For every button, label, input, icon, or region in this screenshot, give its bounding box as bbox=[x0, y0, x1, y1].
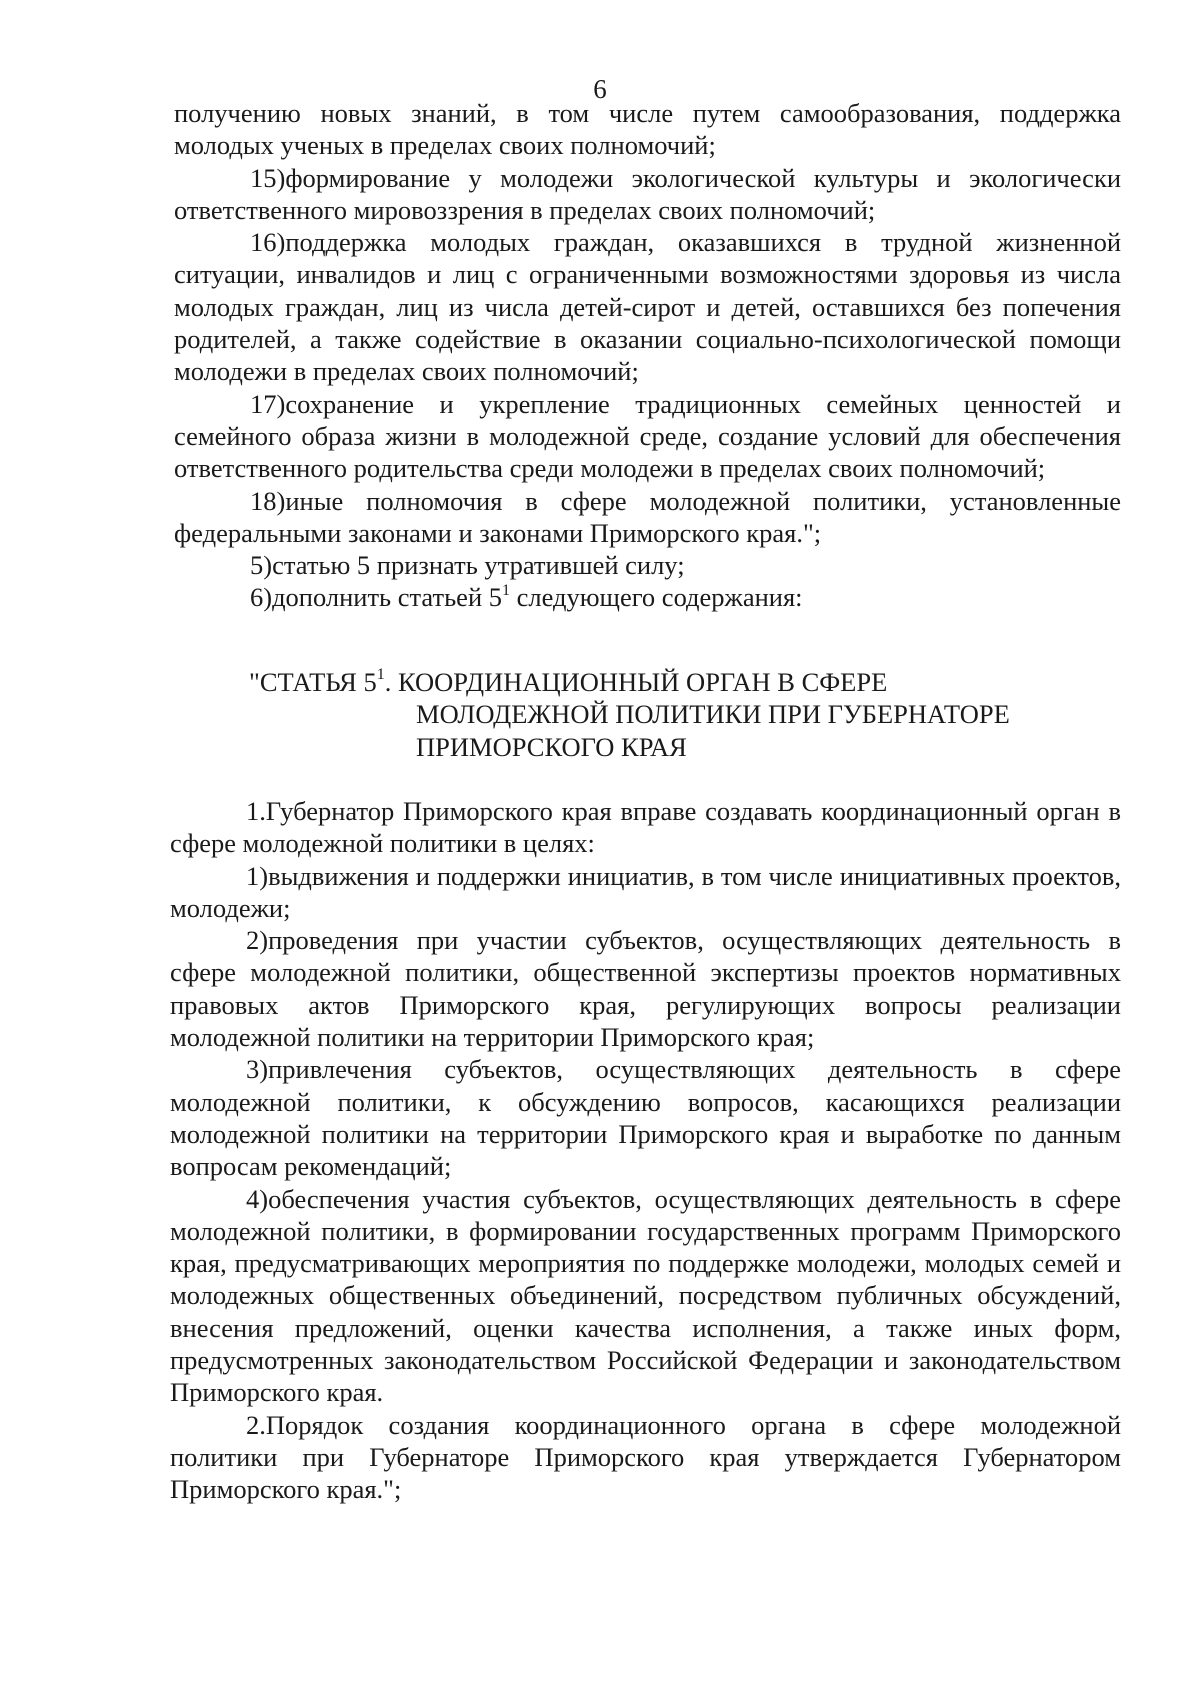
clause-1-item-1: 1)выдвижения и поддержки инициатив, в том числе инициативных проектов, молодежи; bbox=[170, 860, 1121, 923]
amendment-item-6-tail: следующего содержания: bbox=[510, 582, 803, 613]
paragraph-17: 17)сохранение и укрепление традиционных семейных ценностей и семейного образа жизни в молодежной среде, создание условий для обеспечения ответственного родительства среди молодежи в пределах своих полномочий; bbox=[174, 388, 1121, 484]
clause-2: 2.Порядок создания координационного органа в сфере молодежной политики при Губернаторе Приморского края утверждается Губернатором Приморского края."; bbox=[170, 1409, 1121, 1505]
paragraph-18: 18)иные полномочия в сфере молодежной политики, установленные федеральными законами и законами Приморского края."; bbox=[174, 485, 1121, 548]
amendment-item-6-text: 6)дополнить статьей 5 bbox=[250, 582, 502, 613]
article-4-continuation bbox=[174, 97, 1121, 614]
paragraph-16: 16)поддержка молодых граждан, оказавшихся в трудной жизненной ситуации, инвалидов и лиц с ограниченными возможностями здоровья из числа молодых граждан, лиц из числа детей-сирот и детей, оставшихся без попечения родителей, а также содействие в оказании социально-психологической помощи молодежи в пределах своих полномочий; bbox=[174, 227, 1121, 387]
clause-1-item-2: 2)проведения при участии субъектов, осуществляющих деятельность в сфере молодежной политики, общественной экспертизы проектов нормативных правовых актов Приморского края, регулирующих вопросы реализации молодежной политики на территории Приморского края; bbox=[170, 925, 1121, 1053]
article-title-line-3: ПРИМОРСКОГО КРАЯ bbox=[416, 731, 687, 762]
article-5-1-body bbox=[170, 795, 1121, 1506]
paragraph-15: 15)формирование у молодежи экологической культуры и экологически ответственного мировоззрения в пределах своих полномочий; bbox=[174, 162, 1121, 225]
clause-1-item-3: 3)привлечения субъектов, осуществляющих деятельность в сфере молодежной политики, к обсуждению вопросов, касающихся реализации молодежной политики на территории Приморского края и выработке по данным вопросам рекомендаций; bbox=[170, 1054, 1121, 1182]
article-heading-line-1 bbox=[249, 666, 1119, 698]
article-number: "СТАТЬЯ 5 bbox=[249, 667, 377, 697]
article-title-line-2: МОЛОДЕЖНОЙ ПОЛИТИКИ ПРИ ГУБЕРНАТОРЕ bbox=[416, 699, 1010, 730]
article-title-line-1: . КООРДИНАЦИОННЫЙ ОРГАН В СФЕРЕ bbox=[384, 667, 888, 697]
clause-1: 1.Губернатор Приморского края вправе создавать координационный орган в сфере молодежной политики в целях: bbox=[170, 796, 1121, 859]
article-heading bbox=[249, 666, 1119, 763]
page-number: 6 bbox=[593, 74, 607, 104]
amendment-item-5: 5)статью 5 признать утратившей силу; bbox=[250, 550, 685, 581]
amendment-item-6-superscript: 1 bbox=[502, 581, 510, 599]
paragraph-14-continuation: получению новых знаний, в том числе путем самообразования, поддержка молодых ученых в пределах своих полномочий; bbox=[174, 98, 1121, 161]
clause-1-item-4: 4)обеспечения участия субъектов, осуществляющих деятельность в сфере молодежной политики, в формировании государственных программ Приморского края, предусматривающих мероприятия по поддержке молодежи, молодых семей и молодежных общественных объединений, посредством публичных обсуждений, внесения предложений, оценки качества исполнения, а также иных форм, предусмотренных законодательством Российской Федерации и законодательством Приморского края. bbox=[170, 1183, 1121, 1408]
amendment-item-6 bbox=[174, 581, 1121, 613]
article-number-superscript: 1 bbox=[376, 666, 385, 684]
